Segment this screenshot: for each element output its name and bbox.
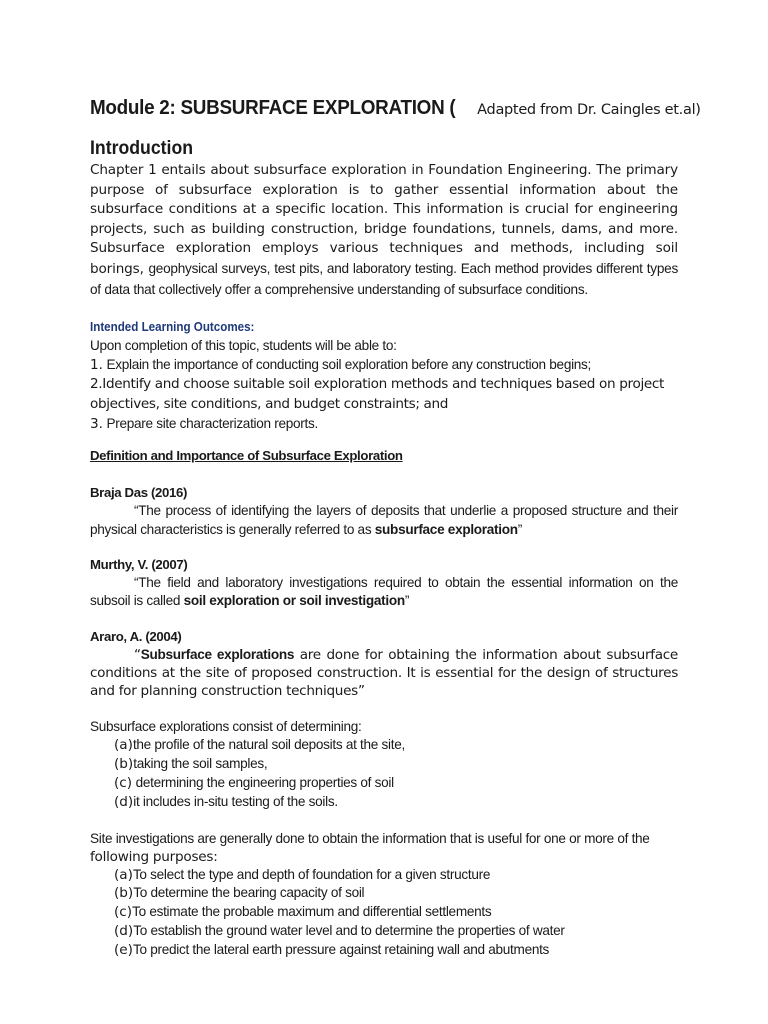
learning-outcomes-heading: Intended Learning Outcomes: bbox=[90, 319, 255, 335]
quote-bold-term: subsurface exploration bbox=[374, 521, 518, 537]
quote-text-start: “The field and laboratory investigations required to obtain the essential information on the subsoil is called bbox=[90, 574, 678, 609]
quote-text-end: ” bbox=[404, 593, 410, 609]
quote-text bbox=[90, 502, 678, 539]
list-item-label: (b) bbox=[114, 756, 134, 773]
purposes-lead-line-1: Site investigations are generally done to obtain the information that is useful for one or more of the bbox=[90, 830, 650, 846]
list-item-text: To predict the lateral earth pressure against retaining wall and abutments bbox=[132, 941, 550, 957]
learning-outcomes-lead: Upon completion of this topic, students will be able to: bbox=[90, 338, 397, 354]
introduction-text-part-1: Chapter 1 entails about subsurface exploration in Foundation Engineering. The primary purpose of subsurface exploration is to gather essential information about the subsurface conditions at a specific location. This information is crucial for engineering projects, such as building construction, bridge foundations, tunnels, dams, and more. Subsurface exploration employs various techniques and methods, including soil borings, bbox=[90, 162, 678, 277]
quote-text-end: are done for obtaining the information about subsurface conditions at the site of proposed construction. It is essential for the design of structures and for planning construction techniques” bbox=[90, 646, 678, 700]
quote-text-start: “The process of identifying the layers of deposits that underlie a proposed structure and their physical characteristics is generally referred to as bbox=[90, 503, 678, 537]
list-item bbox=[90, 941, 678, 960]
definition-heading: Definition and Importance of Subsurface Exploration bbox=[90, 448, 403, 464]
quote-text bbox=[90, 574, 678, 611]
list-item-label: (a) bbox=[114, 866, 133, 883]
quote-author: Murthy, V. (2007) bbox=[90, 556, 188, 572]
quote-author: Braja Das (2016) bbox=[90, 485, 188, 501]
list-item bbox=[90, 884, 678, 903]
learning-outcome-item bbox=[90, 375, 678, 414]
list-item-label: (c) bbox=[114, 904, 133, 921]
introduction-paragraph bbox=[90, 161, 678, 300]
learning-outcome-number: 2. bbox=[90, 376, 103, 393]
quote-text bbox=[90, 646, 678, 701]
learning-outcome-number: 3. bbox=[90, 416, 103, 433]
list-item-label: (e) bbox=[114, 941, 133, 958]
learning-outcome-text: Identify and choose suitable soil exploration methods and techniques based on project objectives, site conditions, and budget constraints; and bbox=[90, 376, 664, 412]
list-item-text: To establish the ground water level and to determine the properties of water bbox=[133, 923, 565, 938]
quote-text-end: ” bbox=[517, 521, 523, 537]
list-item-text: To estimate the probable maximum and differential settlements bbox=[132, 904, 492, 920]
learning-outcome-item bbox=[90, 355, 678, 375]
list-item bbox=[90, 922, 678, 941]
introduction-heading: Introduction bbox=[90, 138, 194, 159]
module-title bbox=[90, 96, 701, 122]
list-item bbox=[90, 755, 678, 774]
list-item-label: (c) bbox=[114, 775, 133, 792]
list-item bbox=[90, 903, 678, 922]
list-item-label: (a) bbox=[114, 737, 133, 754]
list-item-label: (b) bbox=[114, 885, 134, 902]
list-item bbox=[90, 866, 678, 885]
list-item bbox=[90, 736, 678, 755]
consist-list bbox=[90, 736, 678, 811]
module-title-main: Module 2: SUBSURFACE EXPLORATION ( bbox=[90, 96, 456, 119]
module-title-source: Adapted from Dr. Caingles et.al) bbox=[477, 102, 701, 118]
list-item-label: (d) bbox=[114, 923, 134, 939]
consist-lead: Subsurface explorations consist of determining: bbox=[90, 719, 362, 735]
learning-outcome-text: Explain the importance of conducting soil exploration before any construction begins; bbox=[102, 357, 592, 373]
learning-outcome-item bbox=[90, 414, 678, 434]
list-item bbox=[90, 774, 678, 793]
list-item-text: it includes in-situ testing of the soils. bbox=[133, 793, 338, 809]
quote-text-start: “ bbox=[134, 646, 141, 663]
list-item-text: determining the engineering properties of soil bbox=[132, 775, 394, 791]
introduction-text-part-2: geophysical surveys, test pits, and laboratory testing. Each method provides different types of data that collectively offer a comprehensive understanding of subsurface conditions. bbox=[90, 260, 679, 297]
purposes-list bbox=[90, 866, 678, 960]
list-item-text: the profile of the natural soil deposits at the site, bbox=[132, 737, 405, 753]
list-item bbox=[90, 793, 678, 812]
list-item-text: taking the soil samples, bbox=[133, 756, 268, 772]
quote-bold-term: Subsurface explorations bbox=[140, 646, 295, 662]
list-item-text: To select the type and depth of foundation for a given structure bbox=[132, 866, 491, 882]
purposes-lead-line-2: following purposes: bbox=[90, 848, 218, 865]
learning-outcome-number: 1. bbox=[90, 357, 103, 374]
quote-author: Araro, A. (2004) bbox=[90, 628, 182, 644]
list-item-label: (d) bbox=[114, 793, 134, 810]
list-item-text: To determine the bearing capacity of soil bbox=[133, 885, 365, 901]
quote-bold-term: soil exploration or soil investigation bbox=[183, 593, 405, 609]
document-page bbox=[90, 96, 701, 960]
learning-outcome-text: Prepare site characterization reports. bbox=[102, 416, 318, 432]
